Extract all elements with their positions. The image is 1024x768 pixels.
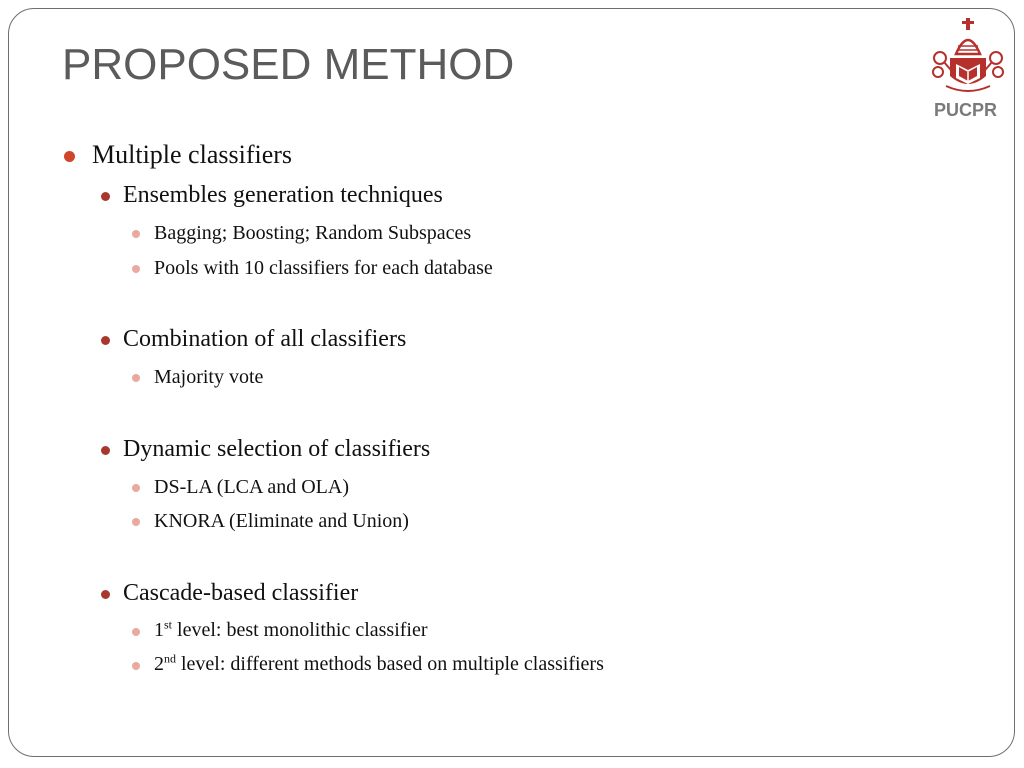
bullet-dot-level1 <box>64 151 75 162</box>
bullet-bagging: Bagging; Boosting; Random Subspaces <box>154 222 472 244</box>
second-level-number: 2 <box>154 653 164 675</box>
bullet-pools: Pools with 10 classifiers for each database <box>154 257 493 279</box>
first-level-text: level: best monolithic classifier <box>172 619 428 641</box>
second-level-text: level: different methods based on multiple classifiers <box>176 653 604 675</box>
bullet-cascade: Cascade-based classifier <box>123 580 359 606</box>
bullet-dot-level3 <box>132 265 140 273</box>
bullet-dot-level3 <box>132 662 140 670</box>
bullet-dot-level2 <box>101 336 110 345</box>
bullet-combination: Combination of all classifiers <box>123 326 407 352</box>
bullet-majority-vote: Majority vote <box>154 366 264 388</box>
first-level-suffix: st <box>164 617 173 632</box>
bullet-multiple-classifiers: Multiple classifiers <box>92 140 293 169</box>
second-level-suffix: nd <box>164 651 176 666</box>
bullet-dynamic-selection: Dynamic selection of classifiers <box>123 436 431 462</box>
bullet-first-level <box>154 619 428 642</box>
bullet-dot-level2 <box>101 446 110 455</box>
bullet-dot-level3 <box>132 374 140 382</box>
bullet-knora: KNORA (Eliminate and Union) <box>154 510 409 532</box>
bullet-dot-level3 <box>132 518 140 526</box>
bullet-ensembles: Ensembles generation techniques <box>123 182 443 208</box>
bullet-dot-level3 <box>132 484 140 492</box>
bullet-ds-la: DS-LA (LCA and OLA) <box>154 476 349 498</box>
logo-text: PUCPR <box>934 100 998 120</box>
first-level-number: 1 <box>154 619 164 641</box>
bullet-dot-level2 <box>101 590 110 599</box>
bullet-second-level <box>154 653 604 676</box>
bullet-dot-level3 <box>132 628 140 636</box>
slide-title: PROPOSED METHOD <box>62 40 515 89</box>
bullet-dot-level2 <box>101 192 110 201</box>
bullet-dot-level3 <box>132 230 140 238</box>
